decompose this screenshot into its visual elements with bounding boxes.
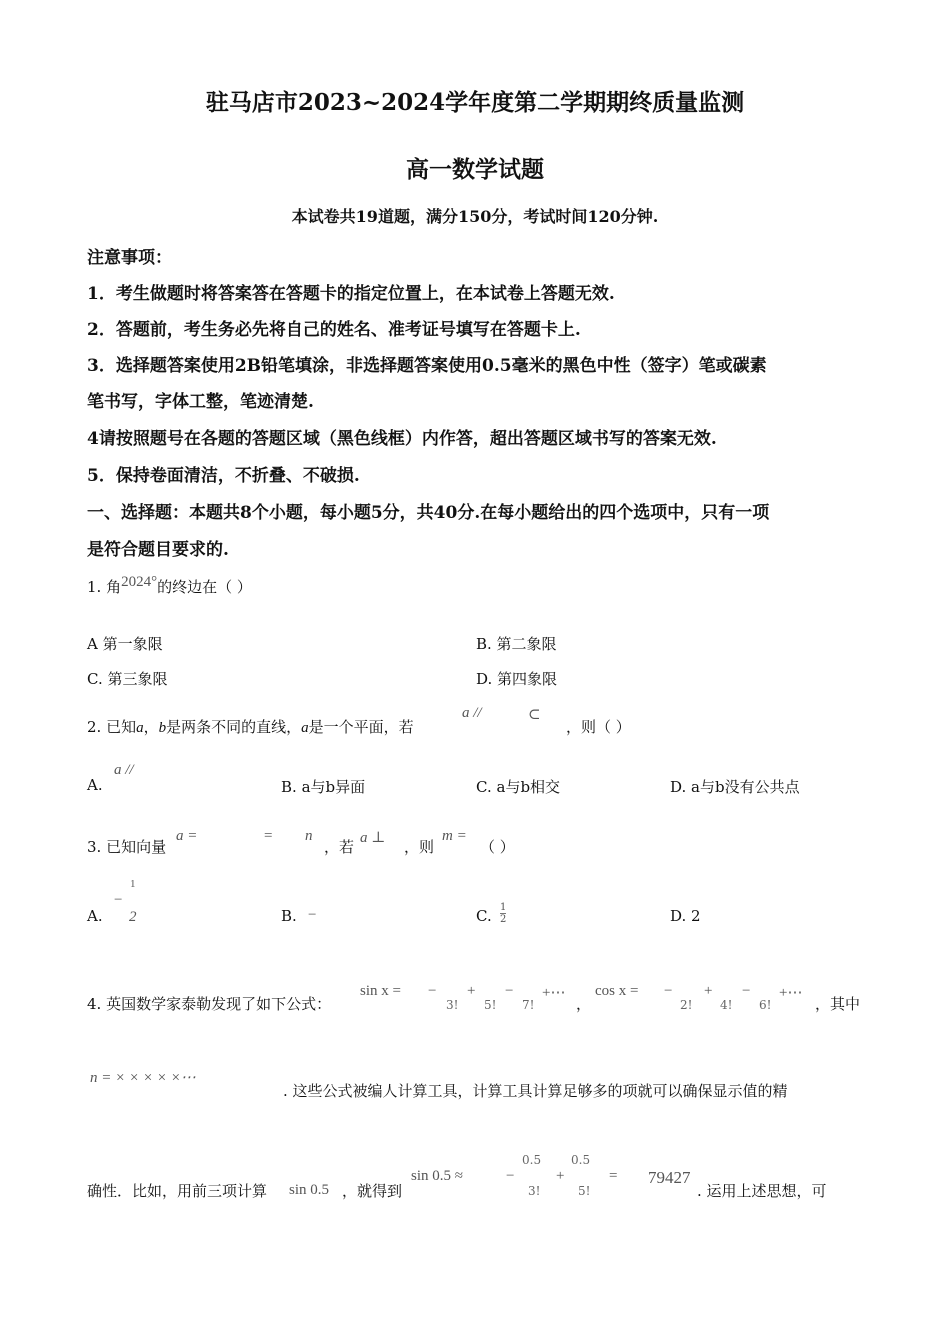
q4-sin-den3: 7! (522, 998, 535, 1012)
q3-text-4: （ ） (480, 838, 515, 856)
q1-option-d[interactable]: D. 第四象限 (476, 670, 558, 688)
q3-option-a[interactable]: A. (87, 907, 103, 925)
q2-option-d-text: a与b没有公共点 (691, 778, 800, 796)
q4-approx-minus: − (506, 1168, 515, 1184)
q3-option-d[interactable] (670, 907, 701, 925)
q4-cos-tail: +⋯ (779, 985, 803, 1001)
q1-suffix: 的终边在（ ） (157, 578, 252, 596)
q4-cos-minus1: − (664, 983, 673, 999)
q3-option-a-minus: − (114, 892, 123, 908)
q3-option-d-label: D. (670, 907, 687, 925)
q4-approx-eq: = (609, 1168, 618, 1184)
q4-text-4: 确性．比如，用前三项计算 (87, 1182, 268, 1200)
exam-subtitle: 高一数学试题 (406, 156, 544, 183)
q3-option-b[interactable]: B. (281, 907, 297, 925)
q3-vector-b-eq: = (264, 828, 273, 844)
q4-text-3: . 这些公式被编人计算工具，计算工具计算足够多的项就可以确保显示值的精 (283, 1082, 788, 1100)
q4-cos-den3: 6! (759, 998, 772, 1012)
q2-var-alpha: a (301, 720, 309, 736)
q1-option-b[interactable]: B. 第二象限 (476, 635, 557, 653)
q3-option-c-fraction (500, 902, 506, 925)
q4-sin05: sin 0.5 (289, 1182, 330, 1198)
q3-option-a-num: 1 (130, 878, 136, 890)
exam-intro: 本试卷共19道题，满分150分，考试时间120分钟. (291, 207, 659, 226)
q2-option-c-label: C. (476, 778, 492, 796)
q3-option-a-den: 2 (129, 909, 137, 925)
q3-option-d-value: 2 (691, 907, 701, 925)
q3-text-1: 3. 已知向量 (87, 838, 167, 856)
q2-option-c[interactable] (476, 776, 560, 797)
q3-m-eq: m = (442, 828, 467, 844)
note-4: 4请按照题号在各题的答题区域（黑色线框）内作答，超出答题区域书写的答案无效. (87, 429, 717, 449)
q4-approx-num1: 0.5 (522, 1153, 542, 1167)
q2-condition-subset: ⊂ (528, 707, 541, 723)
q2-condition-parallel: a // (462, 705, 482, 721)
q3-option-c[interactable]: C. (476, 907, 492, 925)
q1-angle: 2024° (121, 574, 158, 590)
q4-sin-den1: 3! (446, 998, 459, 1012)
q4-sin-plus: + (467, 983, 476, 999)
q4-approx-num2: 0.5 (571, 1153, 591, 1167)
q2-option-d-label: D. (670, 778, 687, 796)
q4-approx-value: 79427 (648, 1168, 691, 1187)
q4-approx-plus: + (556, 1168, 565, 1184)
q3-text-3: ，则 (404, 838, 435, 856)
q4-text-1: 4. 英国数学家泰勒发现了如下公式： (87, 995, 332, 1013)
q3-text-2: ，若 (324, 838, 355, 856)
q4-cos-minus2: − (742, 983, 751, 999)
q4-comma: ， (576, 995, 592, 1013)
q3-option-c-num: 1 (500, 902, 507, 913)
question-2 (87, 716, 414, 737)
q2-var-a: a (136, 720, 144, 736)
q1-prefix: 1. 角 (87, 578, 122, 596)
q2-text-4: 是一个平面，若 (308, 718, 414, 736)
q2-text-3: 是两条不同的直线， (166, 718, 302, 736)
q2-text-5: ，则（ ） (566, 718, 631, 736)
question-1 (87, 576, 252, 597)
q3-option-c-den: 2 (500, 914, 507, 925)
q2-option-b-text: a与b异面 (301, 778, 366, 796)
q4-text-6: . 运用上述思想，可 (697, 1182, 827, 1200)
q4-cos-den1: 2! (680, 998, 693, 1012)
q4-sin-tail: +⋯ (542, 985, 566, 1001)
q3-vector-a: a = (176, 828, 198, 844)
q2-text-2: ， (143, 718, 159, 736)
q2-option-b[interactable] (281, 776, 365, 797)
q1-option-c[interactable]: C. 第三象限 (87, 670, 168, 688)
q2-option-a[interactable]: A. (87, 776, 103, 794)
q1-option-a[interactable]: A 第一象限 (87, 635, 163, 653)
note-1: 1．考生做题时将答案答在答题卡的指定位置上，在本试卷上答题无效. (87, 284, 615, 304)
q2-option-d[interactable] (670, 776, 800, 797)
q2-option-a-math: a // (114, 762, 134, 778)
section1-line1: 一、选择题：本题共8个小题，每小题5分，共40分.在每小题给出的四个选项中，只有一项 (87, 503, 770, 523)
q2-var-b: b (158, 720, 167, 736)
q4-cos-den2: 4! (720, 998, 733, 1012)
q2-option-b-label: B. (281, 778, 297, 796)
q4-text-5: ，就得到 (342, 1182, 403, 1200)
q4-sin-lhs: sin x = (360, 983, 401, 999)
note-3-line2: 笔书写，字体工整，笔迹清楚. (87, 392, 314, 412)
q4-approx-lhs: sin 0.5 ≈ (411, 1168, 463, 1184)
q4-cos-plus: + (704, 983, 713, 999)
note-5: 5．保持卷面清洁，不折叠、不破损. (87, 466, 360, 486)
q2-option-c-text: a与b相交 (496, 778, 561, 796)
q4-cos-lhs: cos x = (595, 983, 639, 999)
q4-approx-den1: 3! (528, 1184, 541, 1198)
exam-title: 驻马店市2023~2024学年度第二学期期终质量监测 (205, 89, 745, 116)
q4-n-factorial: n = × × × × ×⋯ (90, 1070, 196, 1086)
q4-sin-den2: 5! (484, 998, 497, 1012)
note-2: 2．答题前，考生务必先将自己的姓名、准考证号填写在答题卡上. (87, 320, 581, 340)
q4-sin-minus2: − (505, 983, 514, 999)
q2-text-1: 2. 已知 (87, 718, 137, 736)
notes-heading: 注意事项： (87, 248, 172, 268)
q3-vector-n: n (305, 828, 313, 844)
q4-approx-den2: 5! (578, 1184, 591, 1198)
q4-text-2: ，其中 (815, 995, 861, 1013)
q3-option-b-math: − (308, 907, 317, 923)
q4-sin-minus1: − (428, 983, 437, 999)
section1-line2: 是符合题目要求的. (87, 540, 229, 560)
note-3-line1: 3．选择题答案使用2B铅笔填涂，非选择题答案使用0.5毫米的黑色中性（签字）笔或碳素 (87, 356, 767, 376)
q3-perp: a ⊥ (360, 830, 386, 846)
